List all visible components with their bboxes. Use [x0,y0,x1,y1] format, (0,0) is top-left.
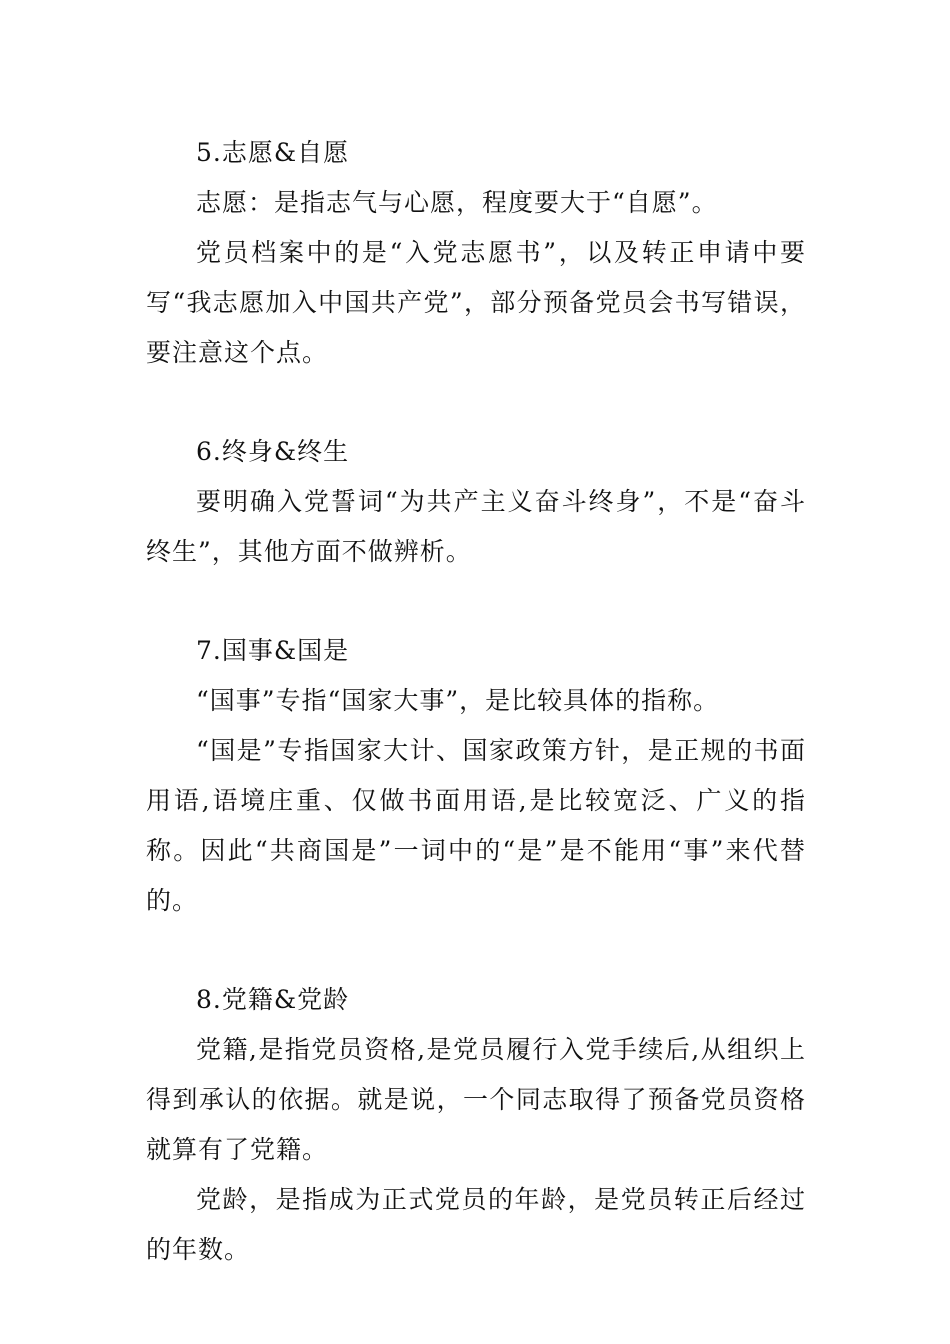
section-5 [146,128,806,378]
paragraph: “国事”专指“国家大事”，是比较具体的指称。 [196,686,720,715]
paragraph: 党龄，是指成为正式党员的年龄，是党员转正后经过的年数。 [146,1185,806,1264]
section-heading: 8.党籍&党龄 [196,985,350,1014]
paragraph: 要明确入党誓词“为共产主义奋斗终身”，不是“奋斗终生”，其他方面不做辨析。 [146,487,806,566]
paragraph: 党籍,是指党员资格,是党员履行入党手续后,从组织上得到承认的依据。就是说，一个同志取得了预备党员资格就算有了党籍。 [146,1035,806,1164]
section-heading: 6.终身&终生 [196,437,350,466]
section-heading: 5.志愿&自愿 [196,138,350,167]
section-heading: 7.国事&国是 [196,636,350,665]
paragraph: “国是”专指国家大计、国家政策方针，是正规的书面用语,语境庄重、仅做书面用语,是比较宽泛、广义的指称。因此“共商国是”一词中的“是”是不能用“事”来代替的。 [146,736,806,915]
section-6 [146,427,806,577]
paragraph: 志愿：是指志气与心愿，程度要大于“自愿”。 [196,188,718,217]
section-8 [146,975,806,1275]
section-7 [146,626,806,926]
paragraph: 党员档案中的是“入党志愿书”，以及转正申请中要写“我志愿加入中国共产党”，部分预备党员会书写错误，要注意这个点。 [146,238,806,367]
document-body [146,128,806,1324]
